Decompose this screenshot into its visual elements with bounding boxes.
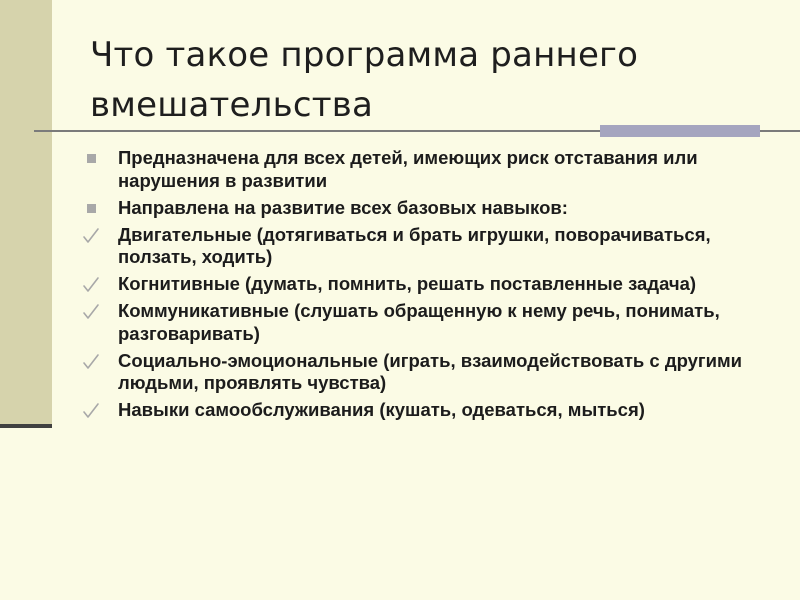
list-item-text: Социально-эмоциональные (играть, взаимодействовать с другими людьми, проявлять чувства) bbox=[118, 349, 743, 393]
title-divider-accent bbox=[600, 125, 760, 137]
checkmark-icon bbox=[82, 227, 100, 245]
square-bullet-icon bbox=[87, 154, 96, 163]
list-item bbox=[82, 399, 782, 422]
list-item bbox=[82, 300, 782, 345]
list-item bbox=[82, 273, 782, 296]
list-item-text: Направлена на развитие всех базовых навыков: bbox=[118, 196, 568, 218]
list-item-text: Коммуникативные (слушать обращенную к нему речь, понимать, разговаривать) bbox=[118, 300, 720, 344]
checkmark-icon bbox=[82, 303, 100, 321]
list-item bbox=[82, 350, 782, 395]
list-item-text: Предназначена для всех детей, имеющих риск отставания или нарушения в развитии bbox=[118, 147, 698, 191]
slide-title: Что такое программа раннего вмешательства bbox=[90, 35, 639, 125]
square-bullet-icon bbox=[87, 204, 96, 213]
list-item-text: Навыки самообслуживания (кушать, одеваться, мыться) bbox=[118, 399, 645, 420]
checkmark-icon bbox=[82, 276, 100, 294]
bullet-list bbox=[82, 147, 782, 426]
list-item-text: Когнитивные (думать, помнить, решать поставленные задача) bbox=[118, 273, 697, 294]
left-decorative-bar bbox=[0, 0, 52, 428]
list-item-text: Двигательные (дотягиваться и брать игрушки, поворачиваться, ползать, ходить) bbox=[118, 223, 711, 267]
list-item bbox=[82, 197, 782, 220]
checkmark-icon bbox=[82, 353, 100, 371]
left-bar-underline bbox=[0, 424, 52, 428]
list-item bbox=[82, 224, 782, 269]
list-item bbox=[82, 147, 782, 192]
checkmark-icon bbox=[82, 402, 100, 420]
